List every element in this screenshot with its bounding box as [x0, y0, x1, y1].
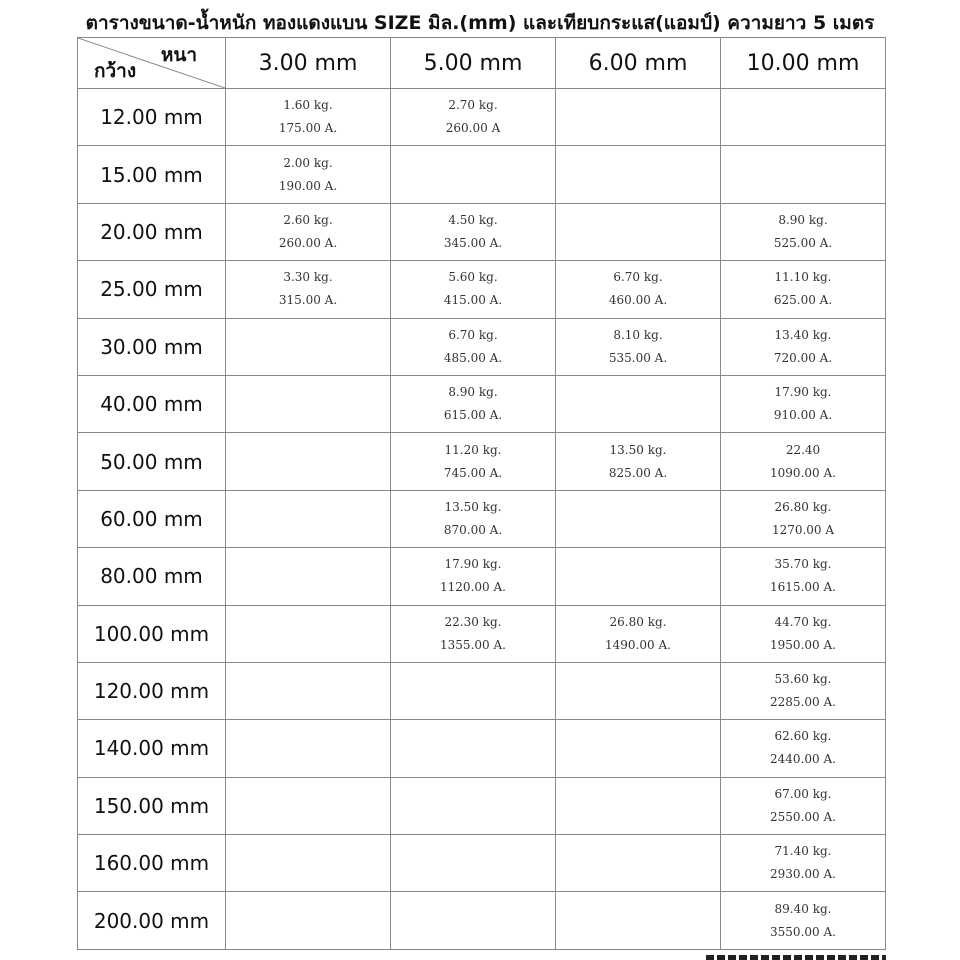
weight-value: 6.70 kg.	[448, 327, 498, 342]
table-cell	[226, 490, 391, 547]
table-cell	[391, 605, 556, 662]
row-label: 150.00 mm	[78, 777, 226, 834]
row-label: 30.00 mm	[78, 318, 226, 375]
weight-value: 17.90 kg.	[774, 385, 832, 400]
table-cell	[556, 490, 721, 547]
weight-value: 13.50 kg.	[609, 442, 667, 457]
table-cell	[556, 433, 721, 490]
table-cell	[391, 375, 556, 432]
ampere-value: 1490.00 A.	[605, 637, 671, 652]
table-cell	[556, 261, 721, 318]
ampere-value: 460.00 A.	[608, 293, 668, 308]
column-header: 6.00 mm	[556, 38, 721, 89]
table-cell	[226, 318, 391, 375]
row-label: 120.00 mm	[78, 662, 226, 719]
table-cell	[556, 318, 721, 375]
ampere-value: 260.00 A	[445, 121, 501, 136]
table-cell	[556, 892, 721, 949]
table-cell	[721, 662, 886, 719]
row-label: 140.00 mm	[78, 720, 226, 777]
ampere-value: 625.00 A.	[773, 293, 833, 308]
row-label: 80.00 mm	[78, 548, 226, 605]
ampere-value: 2550.00 A.	[770, 809, 836, 824]
ampere-value: 1120.00 A.	[440, 580, 506, 595]
table-row	[78, 261, 886, 318]
table-cell	[391, 892, 556, 949]
table-cell	[721, 318, 886, 375]
ampere-value: 1270.00 A	[771, 522, 835, 537]
weight-value: 44.70 kg.	[774, 614, 832, 629]
ampere-value: 415.00 A.	[443, 293, 503, 308]
ampere-value: 1355.00 A.	[440, 637, 506, 652]
ampere-value: 1950.00 A.	[770, 637, 836, 652]
table-row	[78, 777, 886, 834]
table-cell	[721, 89, 886, 146]
row-label: 25.00 mm	[78, 261, 226, 318]
table-cell	[226, 375, 391, 432]
table-row	[78, 318, 886, 375]
table-cell	[226, 261, 391, 318]
row-label: 100.00 mm	[78, 605, 226, 662]
row-label: 50.00 mm	[78, 433, 226, 490]
ampere-value: 260.00 A.	[278, 235, 338, 250]
footer-mark	[706, 955, 886, 960]
weight-value: 3.30 kg.	[283, 270, 333, 285]
table-cell	[226, 892, 391, 949]
column-header: 3.00 mm	[226, 38, 391, 89]
weight-value: 35.70 kg.	[774, 557, 832, 572]
table-cell	[226, 433, 391, 490]
weight-value: 17.90 kg.	[444, 557, 502, 572]
ampere-value: 2930.00 A.	[770, 867, 836, 882]
ampere-value: 525.00 A.	[773, 235, 833, 250]
row-label: 40.00 mm	[78, 375, 226, 432]
weight-value: 26.80 kg.	[774, 499, 832, 514]
table-row	[78, 433, 886, 490]
table-cell	[721, 375, 886, 432]
weight-value: 4.50 kg.	[448, 212, 498, 227]
weight-value: 71.40 kg.	[774, 844, 832, 859]
ampere-value: 1090.00 A.	[770, 465, 836, 480]
table-row	[78, 490, 886, 547]
table-row	[78, 89, 886, 146]
weight-value: 2.60 kg.	[283, 212, 333, 227]
table-row	[78, 375, 886, 432]
row-label: 200.00 mm	[78, 892, 226, 949]
corner-header-cell	[78, 38, 226, 89]
table-row	[78, 835, 886, 892]
table-cell	[556, 662, 721, 719]
table-cell	[721, 720, 886, 777]
table-cell	[721, 892, 886, 949]
weight-value: 22.40	[785, 442, 821, 457]
table-cell	[556, 375, 721, 432]
table-row	[78, 892, 886, 949]
table-cell	[226, 146, 391, 203]
ampere-value: 825.00 A.	[608, 465, 668, 480]
table-cell	[721, 548, 886, 605]
weight-value: 13.50 kg.	[444, 499, 502, 514]
table-cell	[556, 835, 721, 892]
table-cell	[226, 835, 391, 892]
table-cell	[226, 548, 391, 605]
ampere-value: 1615.00 A.	[770, 580, 836, 595]
row-label: 12.00 mm	[78, 89, 226, 146]
table-cell	[556, 777, 721, 834]
weight-value: 8.10 kg.	[613, 327, 663, 342]
table-cell	[226, 605, 391, 662]
ampere-value: 2285.00 A.	[770, 695, 836, 710]
weight-value: 2.00 kg.	[283, 155, 333, 170]
table-cell	[721, 433, 886, 490]
table-cell	[391, 777, 556, 834]
table-cell	[556, 720, 721, 777]
table-cell	[391, 146, 556, 203]
ampere-value: 870.00 A.	[443, 522, 503, 537]
table-cell	[556, 548, 721, 605]
table-cell	[226, 203, 391, 260]
table-cell	[556, 146, 721, 203]
weight-value: 26.80 kg.	[609, 614, 667, 629]
header-row	[78, 38, 886, 89]
weight-value: 67.00 kg.	[774, 786, 832, 801]
table-cell	[721, 261, 886, 318]
column-header: 10.00 mm	[721, 38, 886, 89]
table-cell	[391, 720, 556, 777]
ampere-value: 190.00 A.	[278, 178, 338, 193]
table-row	[78, 548, 886, 605]
table-row	[78, 146, 886, 203]
table-cell	[226, 720, 391, 777]
row-label: 15.00 mm	[78, 146, 226, 203]
ampere-value: 315.00 A.	[278, 293, 338, 308]
weight-value: 13.40 kg.	[774, 327, 832, 342]
weight-value: 1.60 kg.	[283, 98, 333, 113]
row-label: 60.00 mm	[78, 490, 226, 547]
table-cell	[391, 548, 556, 605]
table-cell	[556, 89, 721, 146]
weight-value: 11.20 kg.	[444, 442, 502, 457]
row-label: 160.00 mm	[78, 835, 226, 892]
table-cell	[391, 433, 556, 490]
ampere-value: 485.00 A.	[443, 350, 503, 365]
table-cell	[721, 146, 886, 203]
ampere-value: 175.00 A.	[278, 121, 338, 136]
row-label: 20.00 mm	[78, 203, 226, 260]
table-cell	[391, 318, 556, 375]
table-cell	[721, 490, 886, 547]
ampere-value: 720.00 A.	[773, 350, 833, 365]
table-cell	[391, 203, 556, 260]
width-label: กว้าง	[94, 60, 137, 82]
table-row	[78, 662, 886, 719]
ampere-value: 345.00 A.	[443, 235, 503, 250]
table-cell	[391, 662, 556, 719]
table-row	[78, 203, 886, 260]
weight-value: 53.60 kg.	[774, 672, 832, 687]
page-title: ตารางขนาด-น้ำหนัก ทองแดงแบน SIZE มิล.(mm) และเทียบกระแส(แอมป์) ความยาว 5 เมตร	[85, 12, 875, 34]
weight-value: 6.70 kg.	[613, 270, 663, 285]
table-cell	[721, 835, 886, 892]
ampere-value: 535.00 A.	[608, 350, 668, 365]
weight-value: 62.60 kg.	[774, 729, 832, 744]
table-row	[78, 605, 886, 662]
table-cell	[391, 89, 556, 146]
table-cell	[391, 490, 556, 547]
table-cell	[721, 605, 886, 662]
weight-value: 22.30 kg.	[444, 614, 502, 629]
weight-value: 8.90 kg.	[448, 385, 498, 400]
size-weight-table	[77, 37, 886, 950]
table-cell	[226, 662, 391, 719]
table-cell	[556, 605, 721, 662]
weight-value: 2.70 kg.	[448, 98, 498, 113]
weight-value: 5.60 kg.	[448, 270, 498, 285]
ampere-value: 910.00 A.	[773, 408, 833, 423]
table-cell	[226, 777, 391, 834]
table-cell	[391, 261, 556, 318]
ampere-value: 615.00 A.	[443, 408, 503, 423]
table-cell	[391, 835, 556, 892]
ampere-value: 745.00 A.	[443, 465, 503, 480]
weight-value: 8.90 kg.	[778, 212, 828, 227]
weight-value: 89.40 kg.	[774, 901, 832, 916]
ampere-value: 3550.00 A.	[770, 924, 836, 939]
table-cell	[721, 203, 886, 260]
thickness-label: หนา	[160, 44, 197, 66]
ampere-value: 2440.00 A.	[770, 752, 836, 767]
table-cell	[226, 89, 391, 146]
table-cell	[556, 203, 721, 260]
column-header: 5.00 mm	[391, 38, 556, 89]
table-cell	[721, 777, 886, 834]
table-row	[78, 720, 886, 777]
weight-value: 11.10 kg.	[774, 270, 832, 285]
